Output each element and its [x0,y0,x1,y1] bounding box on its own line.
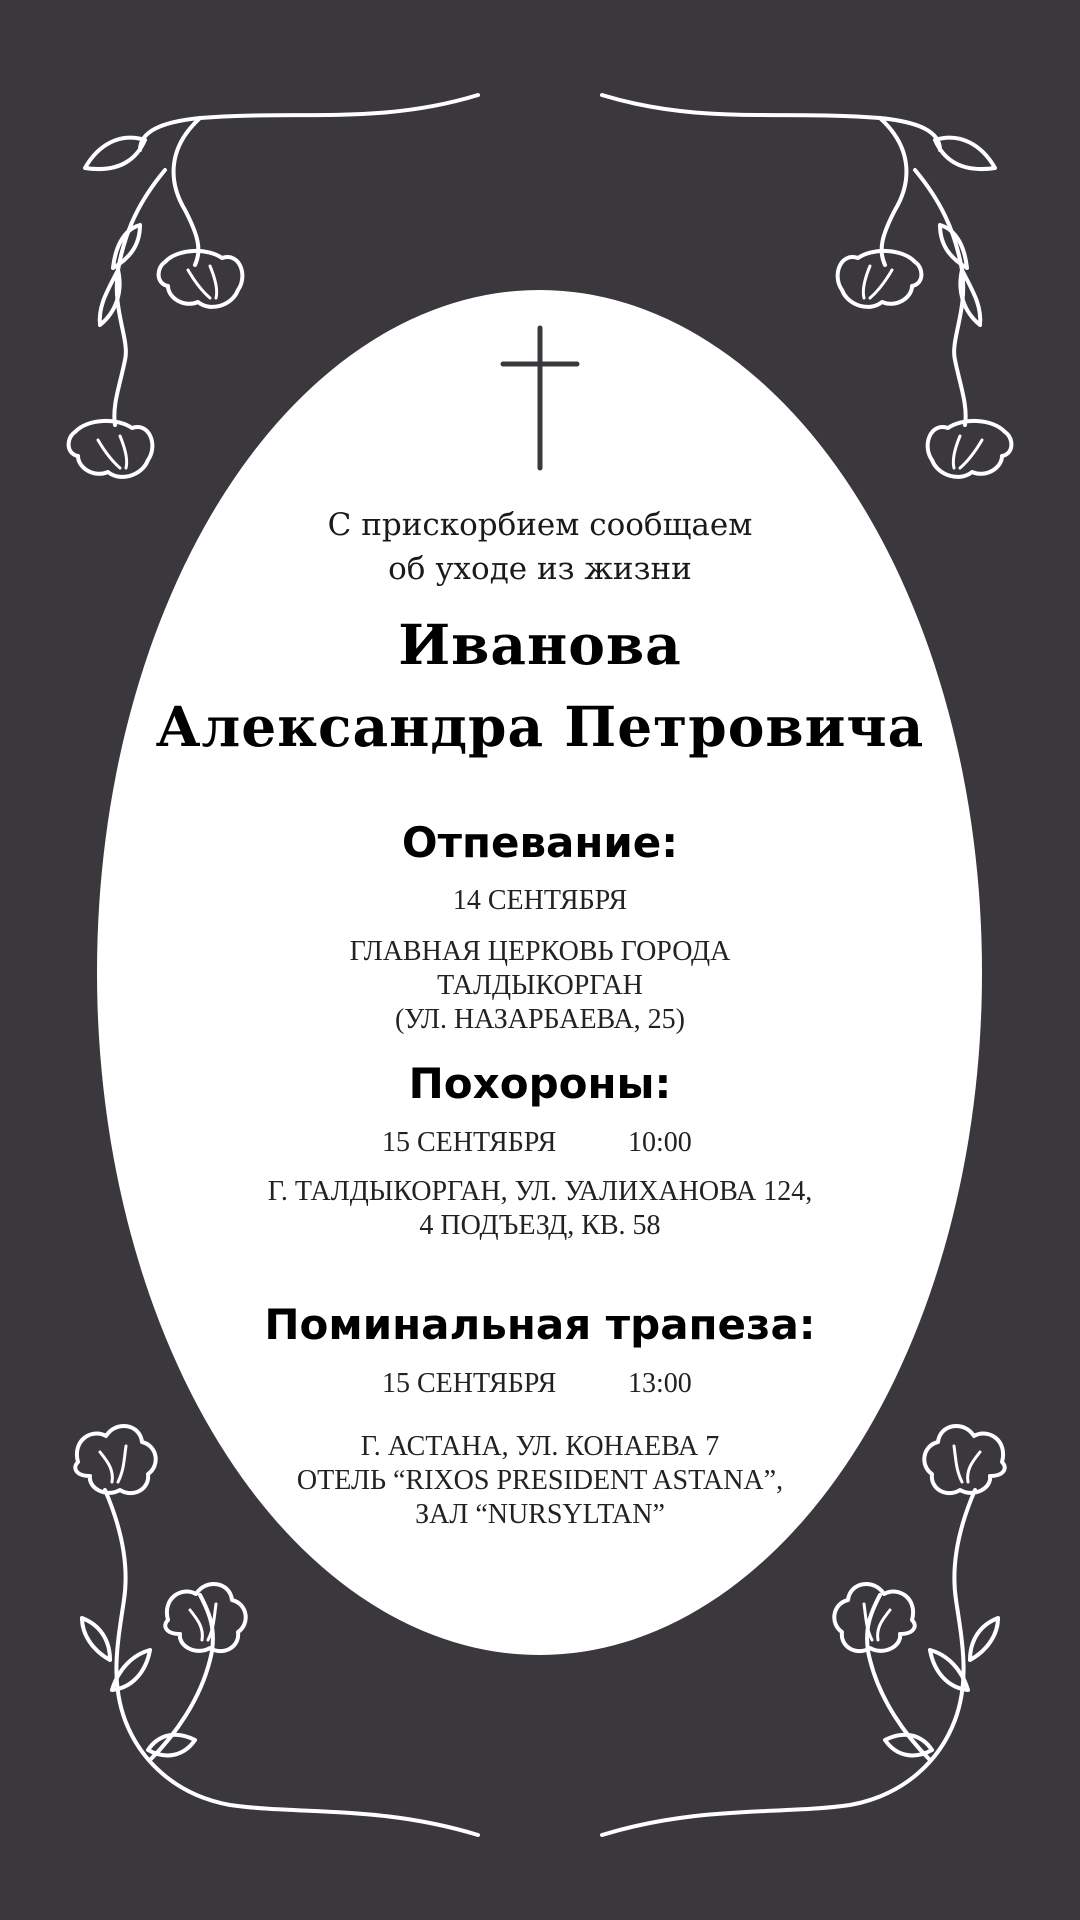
intro-text: С прискорбием сообщаем об уходе из жизни [327,507,753,587]
floral-corner-ornament-icon [69,95,478,477]
memorial-meal-datetime [0,1367,1080,1401]
funeral-heading: Похороны: [408,1059,672,1108]
funeral-service-heading: Отпевание: [401,818,679,867]
funeral-service-place: ГЛАВНАЯ ЦЕРКОВЬ ГОРОДА ТАЛДЫКОРГАН (УЛ. НАЗАРБАЕВА, 25) [349,936,731,1035]
funeral-time: 10:00 [628,1127,692,1158]
deceased-first-name: Александра Петровича [155,694,925,759]
floral-corner-ornament-icon [602,95,1011,477]
memorial-meal-date: 15 СЕНТЯБРЯ [382,1368,557,1399]
deceased-surname: Иванова [398,612,682,677]
funeral-datetime [0,1126,1080,1160]
funeral-address: Г. ТАЛДЫКОРГАН, УЛ. УАЛИХАНОВА 124, 4 ПОДЪЕЗД, КВ. 58 [267,1176,813,1241]
funeral-service-date: 14 СЕНТЯБРЯ [452,885,628,916]
funeral-date: 15 СЕНТЯБРЯ [382,1127,557,1158]
memorial-meal-time: 13:00 [628,1368,692,1399]
cross-icon [503,328,577,468]
memorial-meal-heading: Поминальная трапеза: [264,1300,816,1349]
memorial-meal-address: Г. АСТАНА, УЛ. КОНАЕВА 7 ОТЕЛЬ “RIXOS PRESIDENT ASTANA”, ЗАЛ “NURSYLTAN” [296,1431,784,1530]
